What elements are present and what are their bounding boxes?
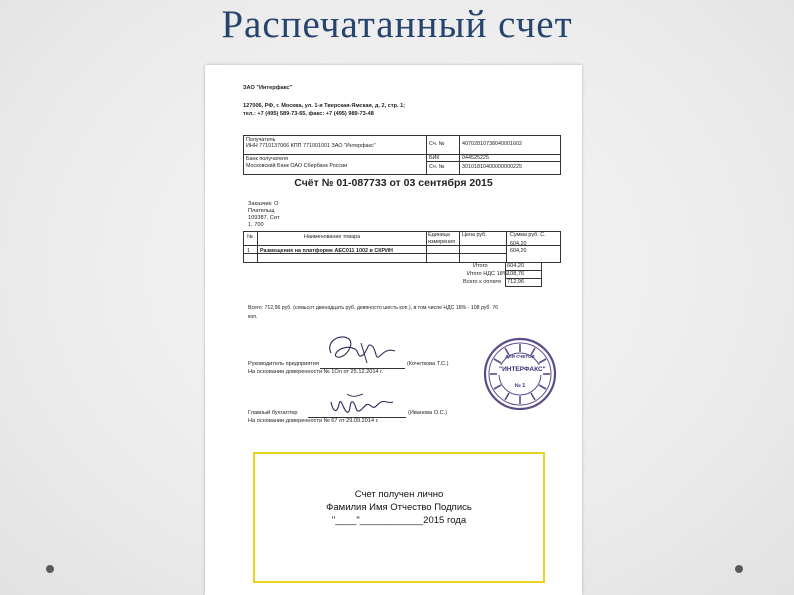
right-decoration-dot [735,565,743,573]
director-name: (Кочеткова Т.С.) [407,361,449,367]
bank-label: Банк получателя [246,156,288,162]
director-label: Руководитель предприятия [248,361,319,367]
receipt-box [253,452,545,583]
receipt-line-1: Счет получен лично [354,489,444,500]
col-header-number: № [247,234,253,240]
invoice-document [205,65,582,595]
vat-value: 108,76 [505,270,542,279]
row-number: 1 [247,248,250,254]
accountant-label: Главный бухгалтер [248,410,298,416]
col-header-price: Цена руб. [462,232,487,238]
director-signature [323,331,403,369]
bank-value: Московский Банк ОАО Сбербанк России [246,163,348,169]
col-header-name: Наименование товара [304,234,361,240]
bik-label: БИК [429,155,440,161]
col-header-unit: Единица измерения [428,232,456,245]
company-stamp [483,337,557,411]
total-due-label: Всего к оплате [463,279,502,285]
corr-account-value: 30101810400000000225 [462,164,522,170]
row-price: 604,20 [510,241,527,247]
receipt-line-3: "____"____________2015 года [331,515,467,526]
account-label: Сч. № [429,141,445,147]
recipient-label: Получатель [246,137,276,143]
row-sum: 604,20 [510,248,527,254]
vat-label: Итого НДС 18% [467,271,508,277]
bank-details-table [243,135,561,175]
receipt-line-2: Фамилия Имя Отчество Подпись [326,502,472,513]
total-due-value: 712,96 [505,278,542,287]
company-name: ЗАО "Интерфакс" [243,85,293,91]
company-address: 127006, РФ, г. Москва, ул. 1-я Тверская-Ямская, д. 2, стр. 1; [243,103,406,109]
total-value: 604,20 [505,262,542,271]
bik-value: 044525225 [462,155,489,161]
recipient-value: ИНН 7710137066 КПП 771001001 ЗАО "Интерфакс" [246,143,376,149]
stamp-top-text: ДЛЯ СЧЕТОВ [505,354,535,359]
invoice-title: Счёт № 01-087733 от 03 сентября 2015 [294,177,493,189]
corr-account-label: Сч. № [429,164,445,170]
left-decoration-dot [46,565,54,573]
customer-line: 109387, Сит [248,215,280,221]
company-phone: тел.: +7 (495) 589-73-65, факс: +7 (495) 989-73-48 [243,111,374,117]
col-header-sum: Сумма руб. С. [510,232,546,238]
amount-in-words: Всего: 712,96 руб. (семьсот двенадцать руб. девяносто шесть коп.), в том числе НДС 18% - 108 руб. 76 [248,305,499,311]
customer-line: Заказчик: О [248,201,279,207]
account-value: 40702810738040001602 [462,141,522,147]
items-table [243,231,561,263]
accountant-signature [327,390,397,420]
total-label: Итого [473,263,488,269]
stamp-company: "ИНТЕРФАКС" [499,366,546,373]
slide-title: Распечатанный счет [221,3,573,46]
row-item-name: Размещение на платформе АЕС011 1002 в СКРИН [260,248,393,254]
accountant-basis: На основании доверенности № 67 от 29.09.2014 г. [248,418,379,424]
accountant-name: (Иванова О.С.) [408,410,448,416]
stamp-number: № 1 [514,383,526,389]
customer-line: Плательщ [248,208,275,214]
director-basis: На основании доверенности № 1Ол от 25.12.2014 г. [248,369,384,375]
customer-line: 1, 700 [248,222,264,228]
amount-in-words-end: коп. [248,314,258,320]
